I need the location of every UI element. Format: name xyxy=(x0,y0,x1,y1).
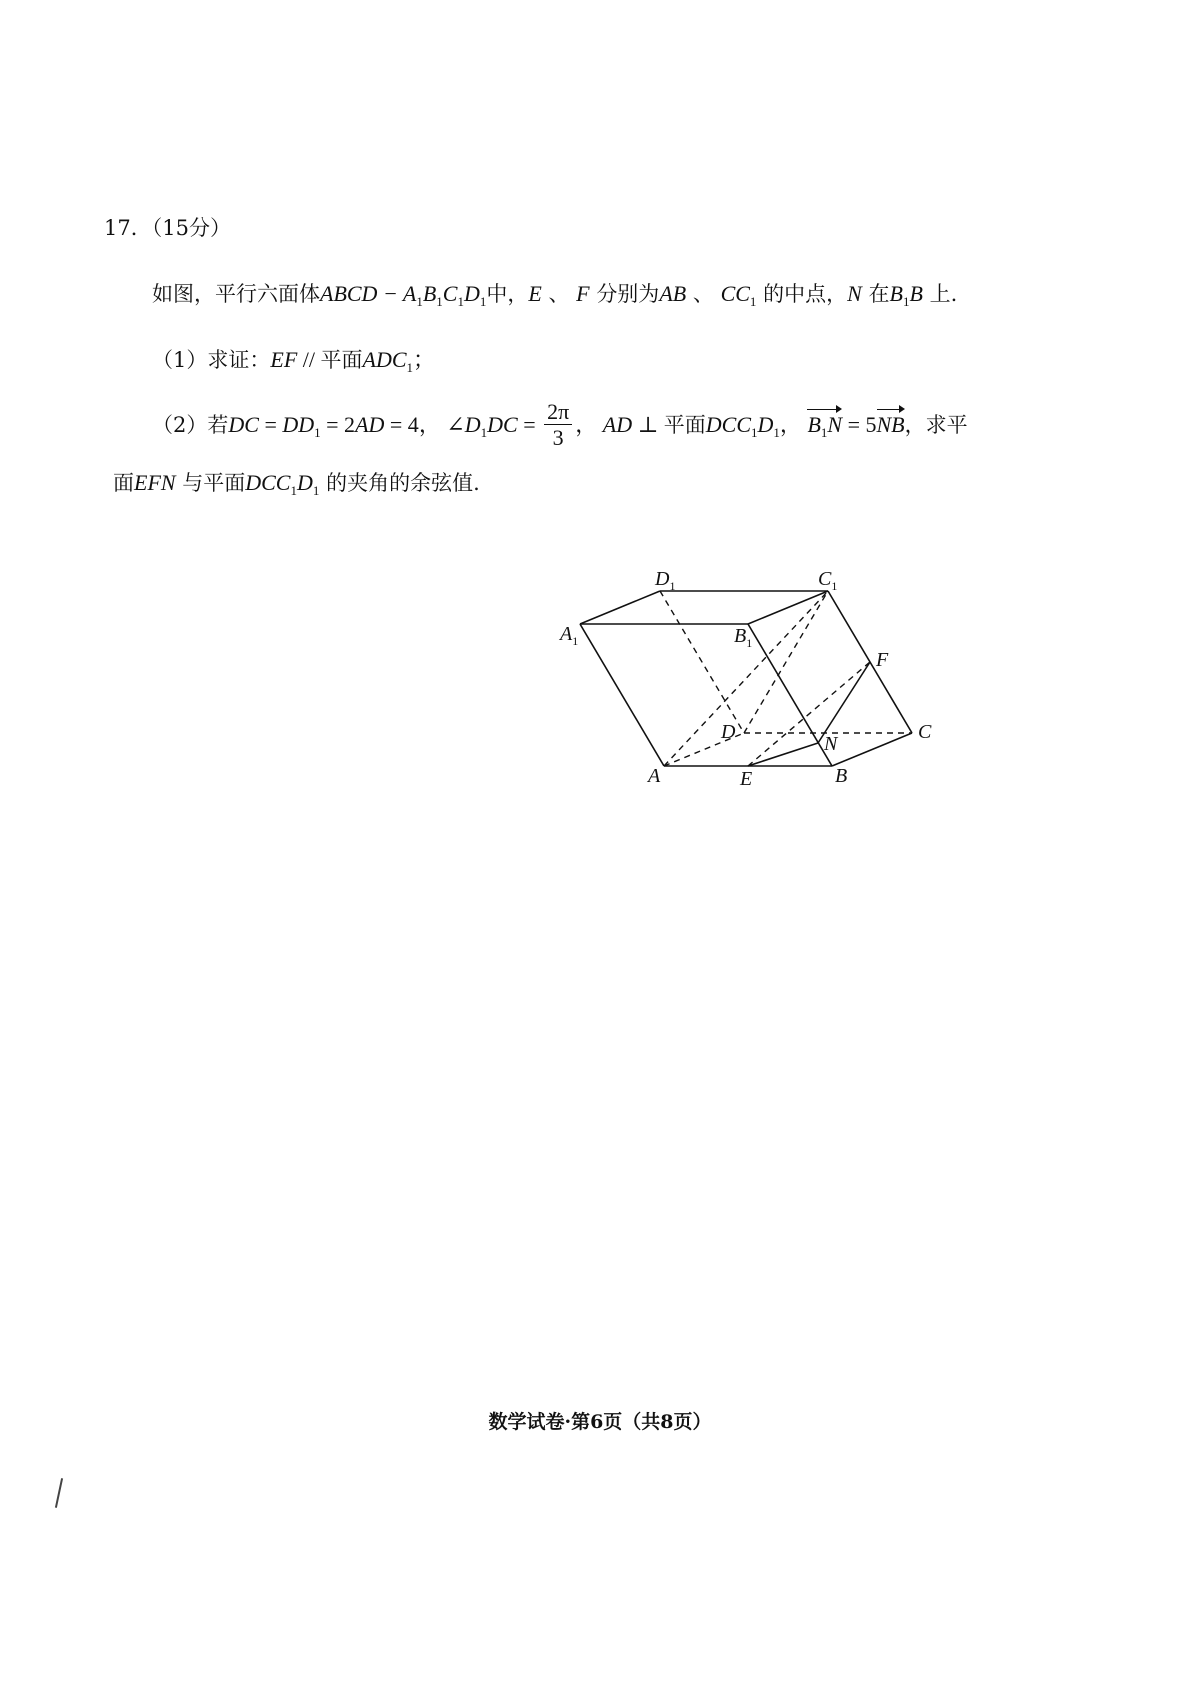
label-b: B xyxy=(835,765,848,787)
label-e: E xyxy=(740,768,753,790)
question-part-1: （1）求证：EF // 平面$ADC_1$； xyxy=(152,347,436,375)
solid-name: ABCD − $A_1B_1C_1D_1$ xyxy=(320,281,487,309)
edge-a1-a xyxy=(580,624,664,766)
question-header: 17．（15分） xyxy=(104,216,231,240)
edge-b1-b xyxy=(748,624,832,766)
segment-d-c1 xyxy=(744,591,828,733)
label-d1: $D_1$ xyxy=(655,568,676,593)
page-footer: 数学试卷·第6页（共8页） xyxy=(488,1411,712,1433)
label-a1: $A_1$ xyxy=(560,623,579,648)
label-c: C xyxy=(918,721,932,743)
segment-e-f xyxy=(748,662,870,766)
question-number xyxy=(104,218,231,239)
scan-mark xyxy=(55,1478,63,1508)
label-a: A xyxy=(648,765,661,787)
edge-b1-c1 xyxy=(748,591,828,624)
label-n: N xyxy=(824,733,838,755)
vector-b1n: $B_1N$ xyxy=(807,412,843,441)
segment-a-c1 xyxy=(664,591,828,766)
parallelepiped-figure xyxy=(555,560,955,800)
vector-nb: NB xyxy=(876,412,905,438)
edge-d1-d xyxy=(660,591,744,733)
segment-f-n xyxy=(818,662,870,743)
edge-a1-d1 xyxy=(580,591,660,624)
label-d: D xyxy=(721,721,736,743)
label-b1: $B_1$ xyxy=(734,625,753,650)
question-part-2: （2）若DC = $DD_1 = 2AD = 4$， $\angle D_1DC$ = $\frac{2\pi}{3}$ ， AD ⊥ 平面$DCC_1D_1$， $B_1N = 5NB$，求平 xyxy=(152,399,968,451)
label-f: F xyxy=(876,649,889,671)
segment-e-n xyxy=(748,743,818,766)
question-intro: 如图，平行六面体ABCD − $A_1B_1C_1D_1$中，E 、 F 分别为AB 、 $CC_1$ 的中点，N 在$B_1B$ 上. xyxy=(152,281,958,309)
question-part-2-continued: 面EFN 与平面$DCC_1D_1$ 的夹角的余弦值. xyxy=(113,470,480,498)
label-c1: $C_1$ xyxy=(818,568,838,593)
edge-b-c xyxy=(832,733,912,766)
angle-fraction: $\frac{2\pi}{3}$ xyxy=(544,400,572,449)
